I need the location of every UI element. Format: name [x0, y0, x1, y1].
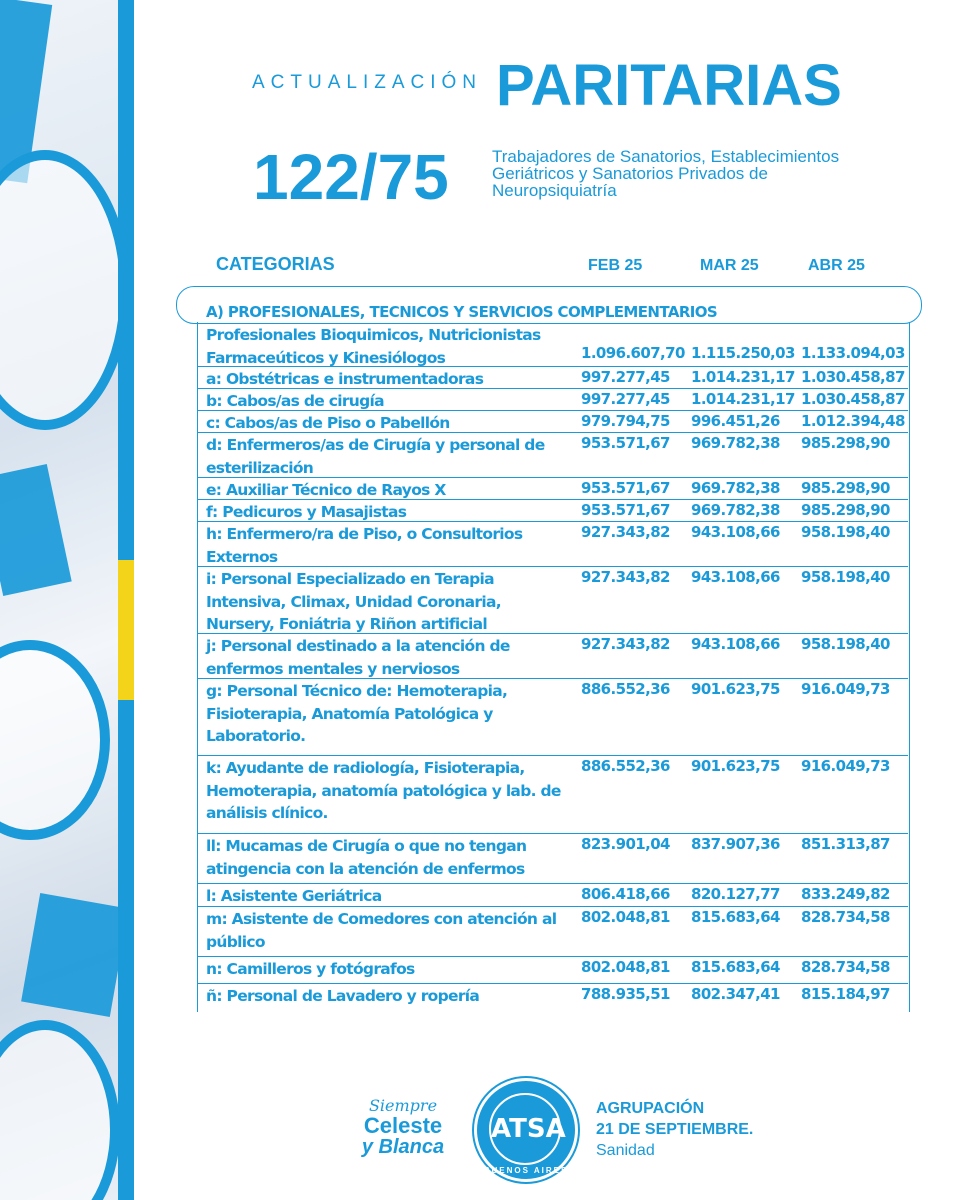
- table-row: [197, 322, 908, 367]
- salary-abr: 1.030.458,87: [801, 390, 905, 408]
- salary-feb: 886.552,36: [581, 757, 670, 775]
- salary-feb: 927.343,82: [581, 523, 670, 541]
- category-label: d: Enfermeros/as de Cirugía y personal de esterilización: [206, 436, 545, 477]
- salary-abr: 958.198,40: [801, 635, 890, 653]
- category-label: a: Obstétricas e instrumentadoras: [206, 370, 484, 388]
- table-row: [197, 906, 908, 957]
- page-title: PARITARIAS: [496, 53, 842, 118]
- salary-feb: 886.552,36: [581, 680, 670, 698]
- salary-abr: 916.049,73: [801, 757, 890, 775]
- salary-feb: 979.794,75: [581, 412, 670, 430]
- salary-abr: 828.734,58: [801, 958, 890, 976]
- agreement-number: 122/75: [253, 141, 449, 213]
- slogan-line-3: y Blanca: [361, 1136, 445, 1158]
- logo-monogram: ATSA: [489, 1093, 561, 1165]
- salary-abr: 1.030.458,87: [801, 368, 905, 386]
- category-label: j: Personal destinado a la atención de enfermos mentales y nerviosos: [206, 637, 510, 678]
- table-row: [197, 477, 908, 500]
- salary-feb: 802.048,81: [581, 958, 670, 976]
- yellow-accent: [118, 560, 134, 700]
- salary-mar: 943.108,66: [691, 635, 780, 653]
- salary-abr: 1.012.394,48: [801, 412, 905, 430]
- salary-abr: 985.298,90: [801, 479, 890, 497]
- salary-feb: 1.096.607,70: [581, 344, 685, 362]
- category-label: b: Cabos/as de cirugía: [206, 392, 384, 410]
- atsa-logo: [474, 1078, 578, 1182]
- salary-feb: 806.418,66: [581, 885, 670, 903]
- category-label: f: Pedicuros y Masajistas: [206, 503, 407, 521]
- salary-feb: 997.277,45: [581, 368, 670, 386]
- table-row: [197, 432, 908, 478]
- flag-emblem: [0, 640, 110, 840]
- salary-mar: 996.451,26: [691, 412, 780, 430]
- table-row: [197, 566, 908, 634]
- salary-feb: 953.571,67: [581, 501, 670, 519]
- side-stripe-divider: [134, 0, 138, 1200]
- table-row: [197, 410, 908, 433]
- column-header-feb: FEB 25: [588, 257, 643, 274]
- column-header-mar: MAR 25: [700, 257, 759, 274]
- salary-feb: 802.048,81: [581, 908, 670, 926]
- salary-mar: 969.782,38: [691, 434, 780, 452]
- table-row: [197, 499, 908, 522]
- salary-mar: 820.127,77: [691, 885, 780, 903]
- table-row: [197, 678, 908, 756]
- table-row: [197, 883, 908, 907]
- salary-feb: 927.343,82: [581, 568, 670, 586]
- category-label: ñ: Personal de Lavadero y ropería: [206, 987, 480, 1005]
- decorative-flag-panel: [0, 0, 118, 1200]
- slogan-line-2: Celeste: [363, 1113, 443, 1138]
- salary-abr: 958.198,40: [801, 568, 890, 586]
- logo-ring-text: BUENOS AIRES: [483, 1166, 569, 1175]
- salary-abr: 833.249,82: [801, 885, 890, 903]
- category-label: c: Cabos/as de Piso o Pabellón: [206, 414, 450, 432]
- salary-mar: 815.683,64: [691, 908, 780, 926]
- category-label: g: Personal Técnico de: Hemoterapia, Fisioterapia, Anatomía Patológica y Laboratorio.: [206, 682, 508, 745]
- category-label: i: Personal Especializado en Terapia Intensiva, Climax, Unidad Coronaria, Nursery, Foniátria y Riñon artificial: [206, 570, 501, 633]
- salary-feb: 927.343,82: [581, 635, 670, 653]
- category-label: l: Asistente Geriátrica: [206, 887, 382, 905]
- category-label: m: Asistente de Comedores con atención al público: [206, 910, 557, 951]
- salary-mar: 1.014.231,17: [691, 390, 795, 408]
- organization: [596, 1098, 753, 1161]
- table-row: [197, 983, 908, 1012]
- salary-feb: 823.901,04: [581, 835, 670, 853]
- table-row: [197, 956, 908, 984]
- salary-feb: 953.571,67: [581, 434, 670, 452]
- category-label: h: Enfermero/ra de Piso, o Consultorios Externos: [206, 525, 523, 566]
- salary-abr: 815.184,97: [801, 985, 890, 1003]
- salary-mar: 943.108,66: [691, 568, 780, 586]
- table-row: [197, 833, 908, 884]
- salary-mar: 943.108,66: [691, 523, 780, 541]
- salary-mar: 802.347,41: [691, 985, 780, 1003]
- salary-abr: 916.049,73: [801, 680, 890, 698]
- salary-mar: 837.907,36: [691, 835, 780, 853]
- category-label: Profesionales Bioquimicos, Nutricionistas Farmaceúticos y Kinesiólogos: [206, 326, 541, 367]
- salary-mar: 901.623,75: [691, 757, 780, 775]
- salary-feb: 788.935,51: [581, 985, 670, 1003]
- table-row: [197, 521, 908, 567]
- flag-band: [0, 464, 72, 596]
- slogan-line-1: Siempre: [368, 1096, 438, 1115]
- section-title: A) PROFESIONALES, TECNICOS Y SERVICIOS COMPLEMENTARIOS: [206, 303, 718, 321]
- table-row: [197, 366, 908, 389]
- header: [252, 52, 852, 118]
- salary-mar: 901.623,75: [691, 680, 780, 698]
- org-line-1: AGRUPACIÓN: [596, 1100, 705, 1117]
- category-label: ll: Mucamas de Cirugía o que no tengan atingencia con la atención de enfermos: [206, 837, 527, 878]
- salary-mar: 1.115.250,03: [691, 344, 795, 362]
- salary-abr: 958.198,40: [801, 523, 890, 541]
- flag-emblem: [0, 150, 118, 430]
- column-header-categorias: CATEGORIAS: [216, 254, 335, 274]
- salary-abr: 985.298,90: [801, 434, 890, 452]
- table-row: [197, 755, 908, 834]
- salary-abr: 985.298,90: [801, 501, 890, 519]
- salary-abr: 1.133.094,03: [801, 344, 905, 362]
- table-row: [197, 388, 908, 411]
- org-line-2: 21 DE SEPTIEMBRE.: [596, 1121, 754, 1138]
- salary-mar: 1.014.231,17: [691, 368, 795, 386]
- salary-feb: 953.571,67: [581, 479, 670, 497]
- salary-mar: 815.683,64: [691, 958, 780, 976]
- salary-feb: 997.277,45: [581, 390, 670, 408]
- column-header-abr: ABR 25: [808, 257, 865, 274]
- salary-abr: 828.734,58: [801, 908, 890, 926]
- category-label: n: Camilleros y fotógrafos: [206, 960, 415, 978]
- flag-band: [21, 893, 118, 1017]
- salary-abr: 851.313,87: [801, 835, 890, 853]
- org-line-3: Sanidad: [596, 1142, 655, 1159]
- category-label: e: Auxiliar Técnico de Rayos X: [206, 481, 446, 499]
- header-kicker: ACTUALIZACIÓN: [252, 72, 483, 93]
- category-label: k: Ayudante de radiología, Fisioterapia, Hemoterapia, anatomía patológica y lab. de análisis clínico.: [206, 759, 561, 822]
- salary-mar: 969.782,38: [691, 501, 780, 519]
- table-row: [197, 633, 908, 679]
- slogan: [348, 1096, 458, 1157]
- salary-mar: 969.782,38: [691, 479, 780, 497]
- flag-emblem: [0, 1020, 118, 1200]
- agreement-description: Trabajadores de Sanatorios, Establecimientos Geriátricos y Sanatorios Privados de Neuropsiquiatría: [492, 147, 840, 200]
